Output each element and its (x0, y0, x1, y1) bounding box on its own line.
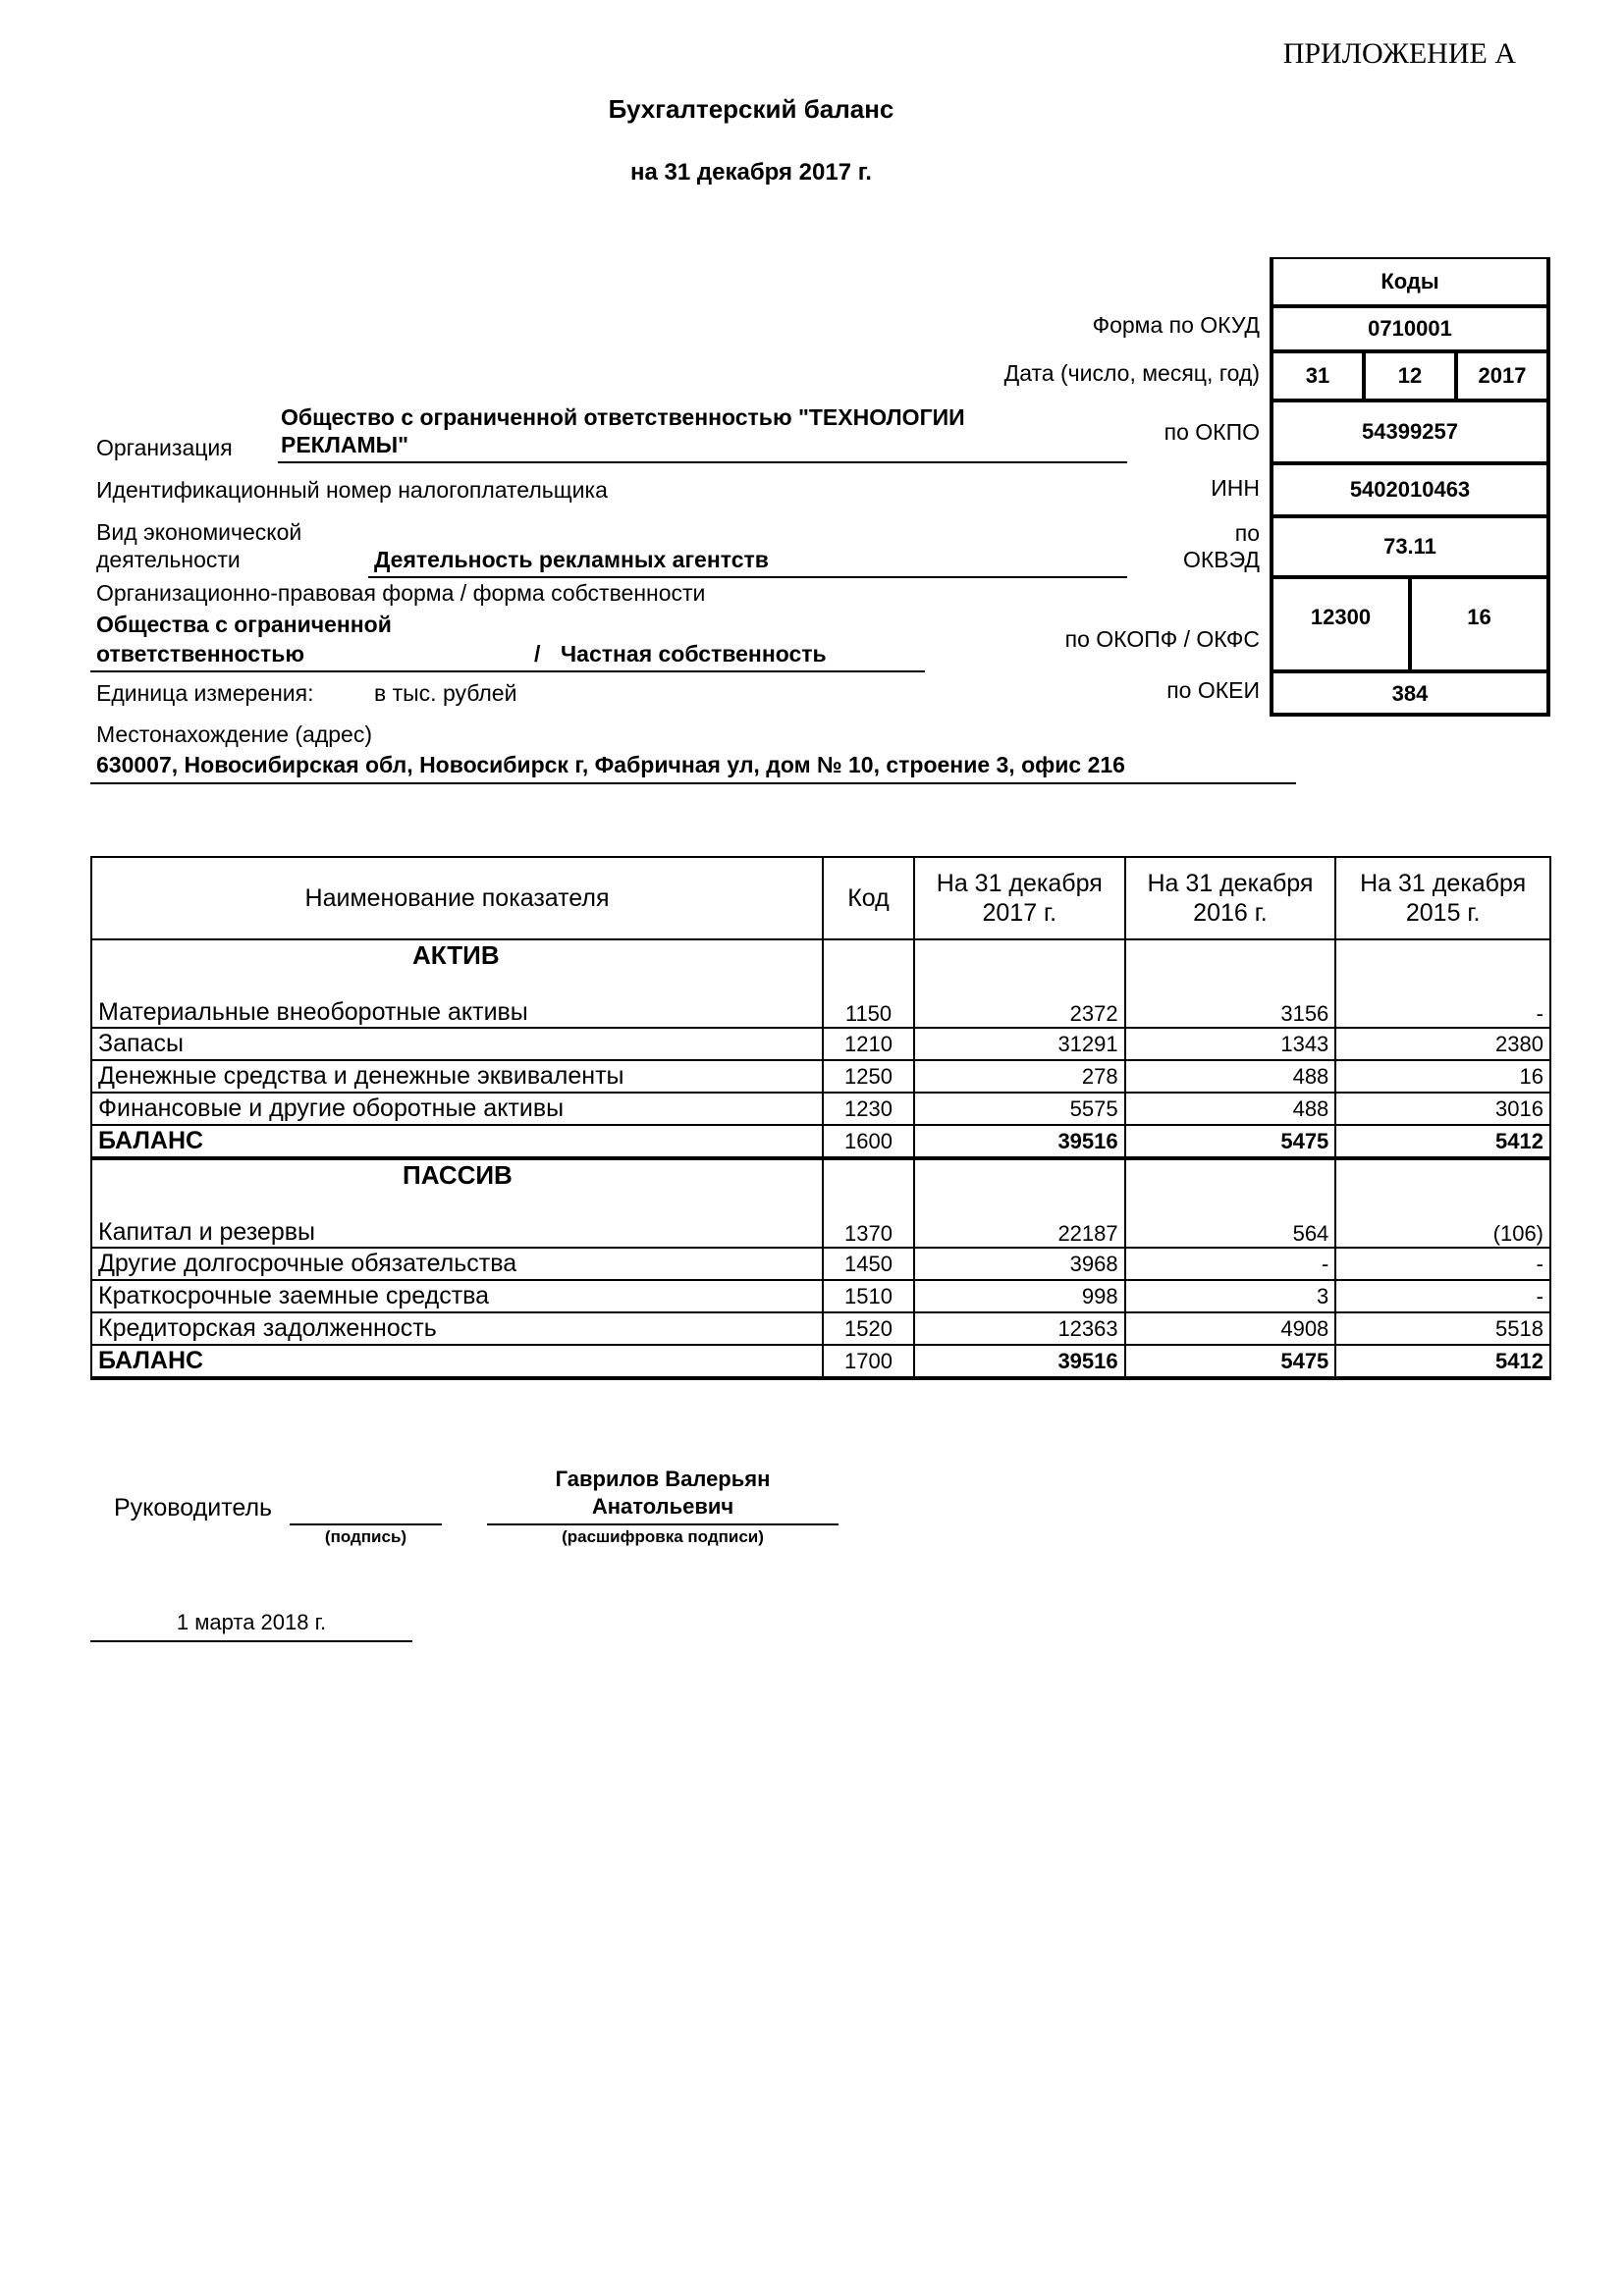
row-name: Краткосрочные заемные средства (91, 1280, 823, 1312)
row-value-2015: 16 (1335, 1060, 1550, 1093)
legal-form-line2: ответственностью (96, 641, 305, 667)
header-indicator: Наименование показателя (91, 857, 823, 939)
legal-form-line1: Общества с ограниченной (96, 612, 392, 637)
row-code: 1370 (823, 1158, 914, 1248)
row-value-2016: 488 (1125, 1060, 1336, 1093)
asset-total-row (91, 1125, 1550, 1158)
row-value-2015: (106) (1335, 1158, 1550, 1248)
date-year: 2017 (1456, 351, 1550, 400)
okud-code: 0710001 (1270, 306, 1550, 351)
activity-value: Деятельность рекламных агентств (374, 547, 769, 572)
row-name: Капитал и резервы (98, 1218, 315, 1246)
table-row (91, 1280, 1550, 1312)
signer-name-line1: Гаврилов Валерьян (555, 1467, 771, 1491)
table-row (91, 1060, 1550, 1093)
document-date: на 31 декабря 2017 г. (630, 159, 872, 186)
signer-role: Руководитель (114, 1494, 273, 1522)
row-value-2017: 278 (914, 1060, 1125, 1093)
unit-label: Единица измерения: (96, 680, 314, 706)
row-value-2015: - (1335, 1248, 1550, 1280)
date-underline (90, 1640, 412, 1642)
row-code: 1150 (823, 939, 914, 1028)
codes-header: Коды (1270, 257, 1550, 306)
row-value-2017: 998 (914, 1280, 1125, 1312)
liability-heading: ПАССИВ (403, 1160, 513, 1190)
row-value-2016: 1343 (1125, 1028, 1336, 1060)
header-code: Код (823, 857, 914, 939)
row-name: Другие долгосрочные обязательства (91, 1248, 823, 1280)
legal-form-underline (90, 670, 925, 672)
org-name-line1: Общество с ограниченной ответственностью "ТЕХНОЛОГИИ (281, 404, 965, 430)
okved-code: 73.11 (1270, 516, 1550, 577)
row-name: Запасы (91, 1028, 823, 1060)
row-value-2015: 5518 (1335, 1312, 1550, 1345)
header-2016: На 31 декабря 2016 г. (1125, 857, 1336, 939)
row-value-2017: 39516 (914, 1345, 1125, 1378)
signer-name-line2: Анатольевич (591, 1494, 734, 1519)
row-code: 1210 (823, 1028, 914, 1060)
date-label: Дата (число, месяц, год) (1003, 360, 1260, 386)
row-name: Кредиторская задолженность (91, 1312, 823, 1345)
table-row (91, 1028, 1550, 1060)
okpo-label: по ОКПО (1164, 419, 1260, 445)
inn-label: ИНН (1211, 475, 1260, 501)
row-name: Материальные внеоборотные активы (98, 998, 528, 1026)
row-value-2015: - (1335, 1280, 1550, 1312)
unit-value: в тыс. рублей (374, 680, 517, 706)
row-code: 1700 (823, 1345, 914, 1378)
org-name-line2: РЕКЛАМЫ" (281, 432, 409, 457)
row-name: БАЛАНС (91, 1345, 823, 1378)
document-title: Бухгалтерский баланс (608, 94, 894, 124)
row-name: Денежные средства и денежные эквиваленты (91, 1060, 823, 1093)
row-value-2015: - (1335, 939, 1550, 1028)
okud-label: Форма по ОКУД (1092, 312, 1260, 338)
taxpayer-id-label: Идентификационный номер налогоплательщика (96, 477, 608, 503)
address-underline (90, 782, 1296, 784)
org-label: Организация (96, 435, 233, 460)
ownership-value: Частная собственность (561, 641, 827, 667)
okei-label: по ОКЕИ (1166, 677, 1260, 703)
header-2017: На 31 декабря 2017 г. (914, 857, 1125, 939)
row-value-2017: 3968 (914, 1248, 1125, 1280)
address-label: Местонахождение (адрес) (96, 721, 372, 747)
row-value-2016: - (1125, 1248, 1336, 1280)
row-value-2017: 39516 (914, 1125, 1125, 1158)
table-header-row (91, 857, 1550, 939)
okved-label-line2: ОКВЭД (1183, 547, 1260, 572)
row-value-2016: 3156 (1125, 939, 1336, 1028)
name-line (487, 1523, 839, 1525)
asset-heading: АКТИВ (412, 940, 500, 970)
row-code: 1510 (823, 1280, 914, 1312)
row-value-2015: 5412 (1335, 1345, 1550, 1378)
row-value-2016: 5475 (1125, 1125, 1336, 1158)
signing-date: 1 марта 2018 г. (176, 1610, 327, 1634)
okfs-code: 16 (1410, 577, 1550, 671)
signature-line (290, 1523, 442, 1525)
okopf-code: 12300 (1270, 577, 1410, 671)
okpo-code: 54399257 (1270, 400, 1550, 463)
org-name-underline (278, 461, 1127, 463)
table-row (91, 1248, 1550, 1280)
row-value-2017: 2372 (914, 939, 1125, 1028)
address-value: 630007, Новосибирская обл, Новосибирск г, Фабричная ул, дом № 10, строение 3, офис 216 (96, 752, 1125, 777)
row-value-2015: 5412 (1335, 1125, 1550, 1158)
okved-label-line1: по (1234, 520, 1260, 546)
row-value-2017: 31291 (914, 1028, 1125, 1060)
okei-code: 384 (1270, 671, 1550, 717)
signature-caption: (подпись) (324, 1527, 407, 1546)
row-code: 1230 (823, 1093, 914, 1125)
liability-total-row (91, 1345, 1550, 1378)
row-value-2015: 2380 (1335, 1028, 1550, 1060)
table-row (91, 1312, 1550, 1345)
name-caption: (расшифровка подписи) (562, 1527, 764, 1546)
legal-form-slash: / (534, 641, 541, 667)
row-value-2015: 3016 (1335, 1093, 1550, 1125)
table-row (91, 939, 1550, 1028)
activity-label-line2: деятельности (96, 547, 241, 572)
activity-underline (368, 576, 1127, 578)
date-day: 31 (1270, 351, 1364, 400)
row-code: 1250 (823, 1060, 914, 1093)
row-code: 1520 (823, 1312, 914, 1345)
row-value-2016: 564 (1125, 1158, 1336, 1248)
legal-form-label: Организационно-правовая форма / форма собственности (96, 580, 706, 606)
row-value-2016: 488 (1125, 1093, 1336, 1125)
inn-code: 5402010463 (1270, 463, 1550, 516)
table-row (91, 1158, 1550, 1248)
balance-table (90, 856, 1551, 1380)
row-value-2016: 5475 (1125, 1345, 1336, 1378)
row-value-2016: 3 (1125, 1280, 1336, 1312)
date-month: 12 (1364, 351, 1456, 400)
row-value-2016: 4908 (1125, 1312, 1336, 1345)
row-name: Финансовые и другие оборотные активы (91, 1093, 823, 1125)
row-code: 1450 (823, 1248, 914, 1280)
row-value-2017: 22187 (914, 1158, 1125, 1248)
row-name: БАЛАНС (91, 1125, 823, 1158)
row-value-2017: 12363 (914, 1312, 1125, 1345)
okopf-label: по ОКОПФ / ОКФС (1064, 626, 1260, 652)
table-row (91, 1093, 1550, 1125)
activity-label-line1: Вид экономической (96, 519, 302, 545)
row-code: 1600 (823, 1125, 914, 1158)
row-value-2017: 5575 (914, 1093, 1125, 1125)
appendix-label: ПРИЛОЖЕНИЕ А (1282, 37, 1516, 70)
header-2015: На 31 декабря 2015 г. (1335, 857, 1550, 939)
